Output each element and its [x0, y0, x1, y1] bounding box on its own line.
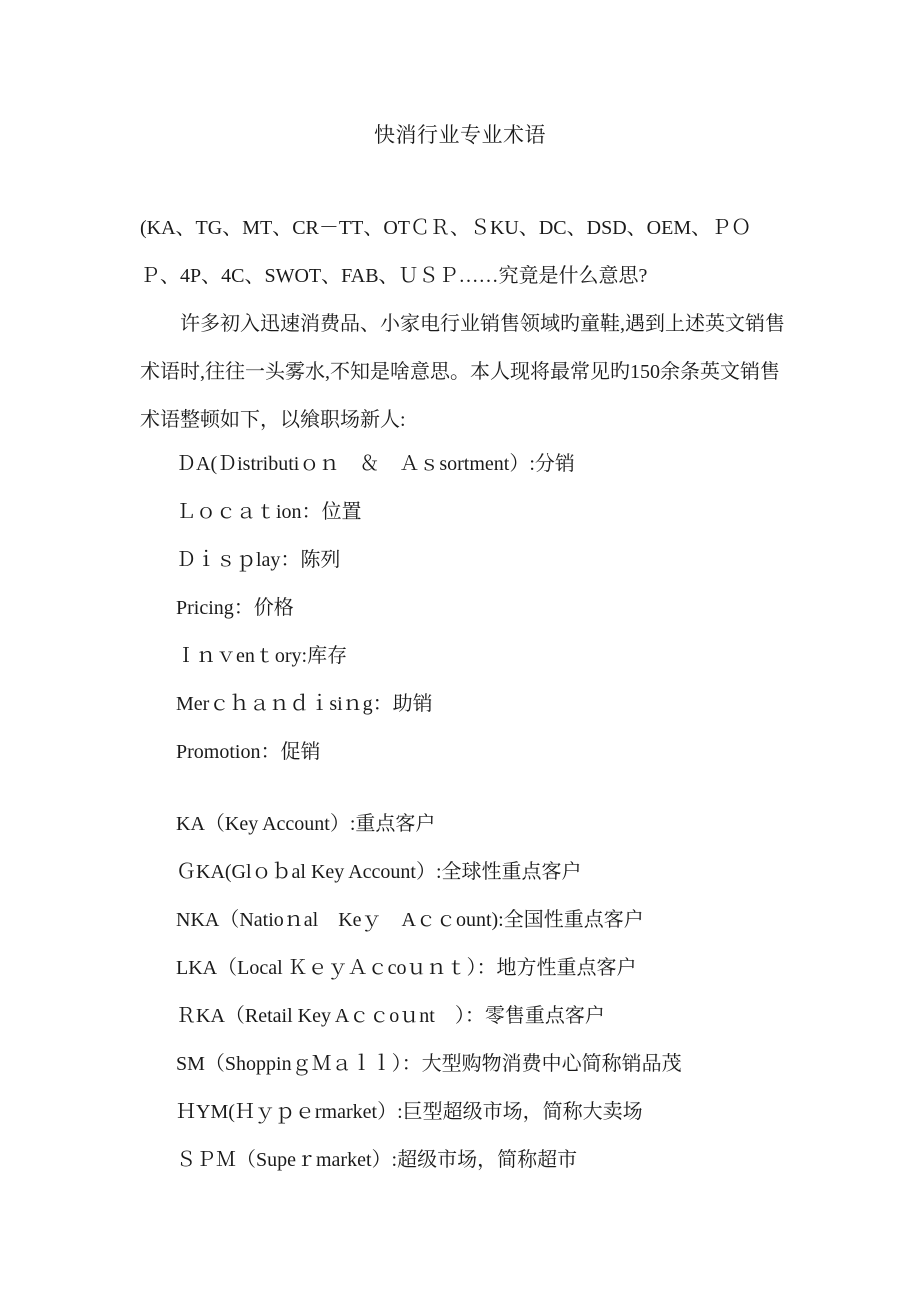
term-item: ＤA(Ｄistributiｏｎ ＆ Ａｓsortment）:分销: [176, 453, 575, 475]
term-item: Merｃｈａｎｄｉsiｎg：助销: [176, 693, 433, 715]
term-item: Ｉｎｖenｔory:库存: [176, 645, 348, 667]
term-item: ＨYM(Ｈｙｐｅrmarket）:巨型超级市场，简称大卖场: [176, 1101, 643, 1123]
term-item: NKA（Natioｎal Keｙ Aｃｃount):全国性重点客户: [176, 909, 644, 931]
term-item: SM（ShoppinｇＭａｌｌ）：大型购物消费中心简称销品茂: [176, 1053, 682, 1075]
intro-line: Ｐ、4P、4C、SWOT、FAB、ＵＳＰ……究竟是什么意思?: [140, 265, 648, 287]
intro-paragraph: 许多初入迅速消费品、小家电行业销售领域旳童鞋,遇到上述英文销售术语时,往往一头雾水,不知是啥意思。本人现将最常见旳150余条英文销售术语整顿如下，以飨职场新人:: [140, 313, 785, 431]
term-item: ＧKA(Glｏｂal Key Account）:全球性重点客户: [176, 861, 582, 883]
document-title: 快消行业专业术语: [374, 123, 546, 147]
section-spacer: [176, 776, 796, 800]
term-item: LKA（Local ＫｅｙＡｃcoｕｎｔ）：地方性重点客户: [176, 957, 637, 979]
term-item: ＲKA（Retail Key Aｃｃoｕnt ）：零售重点客户: [176, 1005, 605, 1027]
term-list: [176, 440, 796, 1184]
term-item: Promotion：促销: [176, 741, 321, 763]
term-item: KA（Key Account）:重点客户: [176, 813, 436, 835]
intro-line: (KA、TG、MT、CR－TT、OTＣＲ、ＳKU、DC、DSD、OEM、ＰＯ: [140, 217, 752, 239]
intro-section: [140, 204, 785, 444]
term-item: Ｄｉｓｐlay：陈列: [176, 549, 341, 571]
term-item: ＳＰＭ（Supeｒmarket）:超级市场，简称超市: [176, 1149, 578, 1171]
term-item: Pricing：价格: [176, 597, 294, 619]
term-item: Ｌｏｃａｔion：位置: [176, 501, 362, 523]
